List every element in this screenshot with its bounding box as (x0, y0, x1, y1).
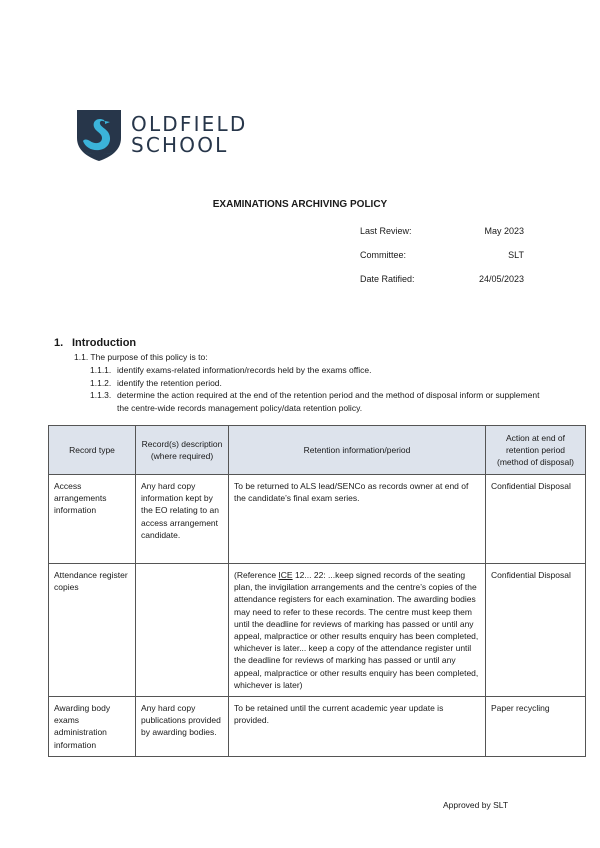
intro-lead (74, 352, 208, 362)
retention-text: (Reference (234, 570, 279, 580)
meta-label: Last Review: (360, 226, 412, 236)
ice-reference-link[interactable]: ICE (278, 570, 293, 580)
meta-value: May 2023 (484, 226, 524, 236)
meta-row (360, 250, 524, 274)
approval-note: Approved by SLT (443, 800, 509, 810)
wordmark-line-2: SCHOOL (131, 133, 229, 157)
policy-meta (360, 226, 524, 298)
cell-action: Paper recycling (486, 697, 586, 757)
item-number: 1.1.2. (90, 377, 112, 388)
meta-value: 24/05/2023 (478, 274, 524, 284)
item-number: 1.1.1. (90, 365, 112, 375)
cell-description (136, 564, 229, 697)
meta-row (360, 226, 524, 250)
cell-retention (229, 697, 486, 757)
table-row (49, 697, 586, 757)
item-text: identify the retention period. (117, 377, 222, 388)
meta-label: Committee: (360, 250, 407, 260)
section-heading (54, 337, 136, 349)
wordmark-line-1: OLDFIELD (131, 112, 248, 136)
table-row (49, 475, 586, 564)
cell-record-type: Awarding body exams administration information (49, 697, 136, 757)
header-action: Action at end of retention period (method of disposal) (486, 426, 586, 475)
document-title: EXAMINATIONS ARCHIVING POLICY (212, 199, 388, 210)
header-description: Record(s) description (where required) (136, 426, 229, 475)
cell-retention (229, 475, 486, 564)
cell-description: Any hard copy information kept by the EO relating to an access arrangement candidate. (136, 475, 229, 564)
cell-record-type: Access arrangements information (49, 475, 136, 564)
intro-list (90, 364, 550, 414)
retention-text: To be returned to ALS lead/SENCo as records owner at end of the candidate’s final exam series. (234, 481, 469, 504)
lead-number: 1.1. (74, 352, 89, 362)
cell-description: Any hard copy publications provided by awarding bodies. (136, 697, 229, 757)
list-item (90, 377, 550, 390)
meta-row (360, 274, 524, 298)
cell-retention (229, 564, 486, 697)
cell-action: Confidential Disposal (486, 475, 586, 564)
item-number: 1.1.3. (90, 390, 112, 400)
lead-text: The purpose of this policy is to: (90, 352, 208, 362)
header-record-type: Record type (49, 426, 136, 475)
cell-action: Confidential Disposal (486, 564, 586, 697)
swan-shield-icon (75, 108, 123, 162)
records-table (48, 425, 586, 757)
meta-label: Date Ratified: (360, 274, 415, 284)
retention-text: To be retained until the current academic year update is provided. (234, 703, 444, 726)
retention-text-cont: 12... 22: ...keep signed records of the seating plan, the invigilation arrangements and the centre’s copies of the attendance registers for each examination. The awarding bodies may need to refer to these records. The centre must keep them until the deadline for reviews of marking has passed or until any appeal, malpractice or other results enquiry has been completed, whichever is later... keep a copy of the attendance register until the deadline for reviews of marking has passed or until any appeal, malpractice or other results enquiry has been completed, whichever is later) (234, 570, 479, 690)
section-title: Introduction (72, 337, 137, 349)
cell-record-type: Attendance register copies (49, 564, 136, 697)
header-retention: Retention information/period (229, 426, 486, 475)
section-number: 1. (54, 337, 64, 349)
list-item (90, 389, 550, 414)
item-text: identify exams-related information/records held by the exams office. (117, 365, 372, 375)
table-header-row (49, 426, 586, 475)
school-wordmark (131, 114, 247, 156)
school-logo (75, 108, 247, 162)
table-row (49, 564, 586, 697)
item-text: determine the action required at the end of the retention period and the method of disposal inform or supplement the centre-wide records management policy/data retention policy. (117, 390, 540, 413)
list-item (90, 364, 550, 377)
meta-value: SLT (508, 250, 524, 260)
